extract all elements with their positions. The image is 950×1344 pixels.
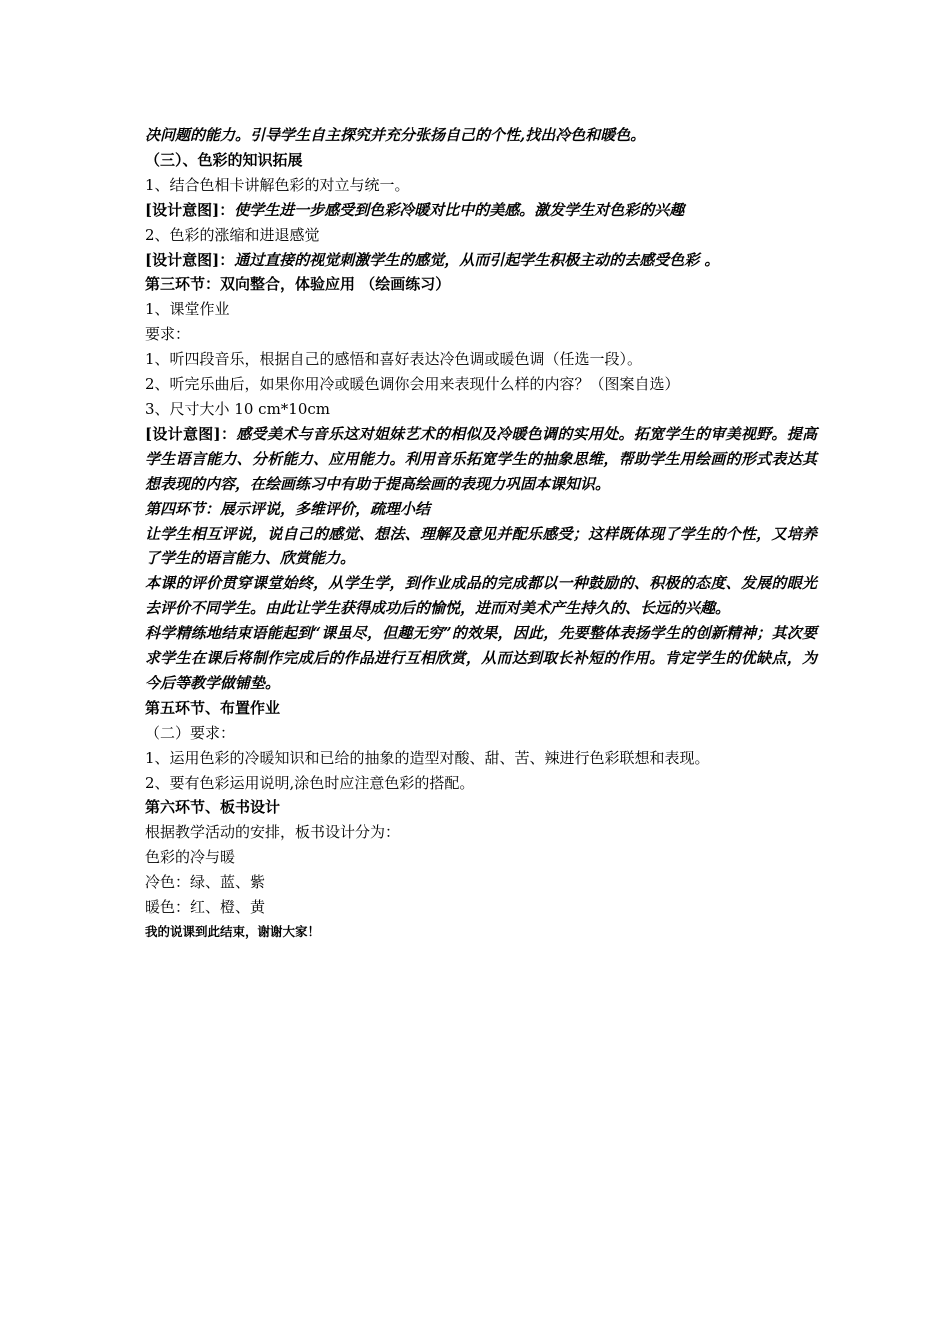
design-intent-label: [设计意图]： <box>145 200 235 219</box>
list-item: 2、听完乐曲后，如果你用冷或暖色调你会用来表现什么样的内容？（图案自选） <box>145 375 680 394</box>
design-intent-text: 感受美术与音乐这对姐妹艺术的相似及冷暖色调的实用处。拓宽学生的审美视野。提高学生语言能力、分析能力、应用能力。利用音乐拓宽学生的抽象思维，帮助学生用绘画的形式表达其想表现的内容，在绘画练习中有助于提高绘画的表现力巩固本课知识。 <box>145 424 817 493</box>
body-text: 根据教学活动的安排，板书设计分为： <box>145 823 401 842</box>
paragraph: 让学生相互评说，说自己的感觉、想法、理解及意见并配乐感受；这样既体现了学生的个性，又培养了学生的语言能力、欣赏能力。 <box>145 524 817 568</box>
paragraph: 本课的评价贯穿课堂始终，从学生学，到作业成品的完成都以一种鼓励的、积极的态度、发展的眼光去评价不同学生。由此让学生获得成功后的愉悦，进而对美术产生持久的、长远的兴趣。 <box>145 574 817 618</box>
section-heading-stage-five: 第五环节、布置作业 <box>145 698 281 717</box>
list-item: 3、尺寸大小 10 cm*10cm <box>145 399 331 418</box>
list-item: 1、运用色彩的冷暖知识和已给的抽象的造型对酸、甜、苦、辣进行色彩联想和表现。 <box>145 748 710 767</box>
design-intent-paragraph <box>145 422 817 497</box>
list-item: 1、听四段音乐，根据自己的感悟和喜好表达冷色调或暖色调（任选一段）。 <box>145 350 643 369</box>
list-item: 1、结合色相卡讲解色彩的对立与统一。 <box>145 175 410 194</box>
design-intent-text: 通过直接的视觉刺激学生的感觉，从而引起学生积极主动的去感受色彩 。 <box>234 250 720 269</box>
design-intent-line <box>145 248 817 273</box>
section-heading-stage-six: 第六环节、板书设计 <box>145 798 281 817</box>
design-intent-text: 使学生进一步感受到色彩冷暖对比中的美感。激发学生对色彩的兴趣 <box>234 200 685 219</box>
document-page <box>145 123 817 945</box>
board-title: 色彩的冷与暖 <box>145 848 236 867</box>
requirements-label: （二）要求： <box>145 723 236 742</box>
list-item: 1、课堂作业 <box>145 300 230 319</box>
list-item: 2、色彩的涨缩和进退感觉 <box>145 225 320 244</box>
requirements-label: 要求： <box>145 325 191 344</box>
design-intent-label: [设计意图]： <box>145 250 235 269</box>
section-heading-stage-four: 第四环节：展示评说，多维评价，疏理小结 <box>145 499 431 518</box>
list-item: 2、要有色彩运用说明,涂色时应注意色彩的搭配。 <box>145 773 475 792</box>
paragraph-continuation: 决问题的能力。引导学生自主探究并充分张扬自己的个性,找出冷色和暖色。 <box>145 126 646 144</box>
section-heading-stage-three: 第三环节：双向整合，体验应用 （绘画练习） <box>145 275 451 294</box>
board-cool-colors: 冷色：绿、蓝、紫 <box>145 873 266 892</box>
board-warm-colors: 暖色：红、橙、黄 <box>145 898 266 917</box>
paragraph: 科学精练地结束语能起到“课虽尽，但趣无穷”的效果，因此，先要整体表扬学生的创新精神；其次要求学生在课后将制作完成后的作品进行互相欣赏，从而达到取长补短的作用。肯定学生的优缺点，为今后等教学做铺垫。 <box>145 624 817 692</box>
design-intent-label: [设计意图]： <box>145 424 237 443</box>
closing-remark: 我的说课到此结束，谢谢大家！ <box>145 924 321 939</box>
design-intent-line <box>145 198 817 223</box>
section-heading-color-knowledge: （三）、色彩的知识拓展 <box>145 150 303 169</box>
